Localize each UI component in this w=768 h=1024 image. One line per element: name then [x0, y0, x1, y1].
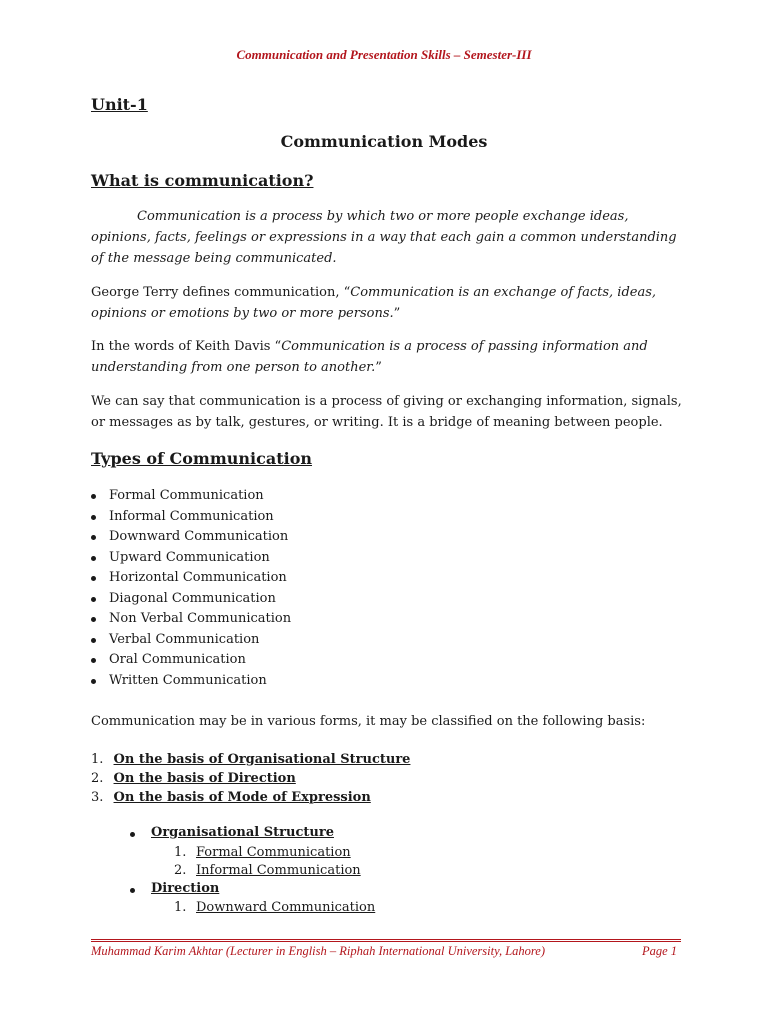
direction-item-label: Downward Communication [196, 900, 376, 915]
section-heading-types: Types of Communication [91, 449, 313, 468]
list-item [91, 750, 410, 769]
list-item: Oral Communication [91, 650, 291, 671]
keith-davis-paragraph [91, 336, 691, 378]
terry-prefix: George Terry defines communication, “ [91, 285, 351, 300]
page-title: Communication Modes [280, 132, 488, 151]
footer-divider [91, 939, 681, 940]
terry-suffix: ” [393, 306, 401, 321]
list-item [174, 863, 361, 878]
list-item: Downward Communication [91, 527, 291, 548]
direction-label: Direction [151, 881, 220, 896]
list-item: Diagonal Communication [91, 589, 291, 610]
list-item [174, 845, 351, 860]
direction-item [130, 881, 219, 896]
terry-quote: Communication is an exchange of facts, ideas, opinions or emotions by two or more persons. [91, 285, 657, 321]
org-item-label: Formal Communication [196, 845, 351, 860]
list-number: 2. [174, 863, 187, 878]
org-structure-item [130, 825, 334, 840]
davis-suffix: ” [375, 360, 382, 375]
bullet-icon [130, 888, 135, 893]
running-header: Communication and Presentation Skills – Semester-III [236, 47, 532, 62]
basis-list [91, 750, 410, 807]
george-terry-paragraph [91, 282, 691, 324]
list-number: 1. [174, 845, 187, 860]
basis-label: On the basis of Direction [113, 771, 296, 786]
list-item [91, 788, 410, 807]
summary-paragraph: We can say that communication is a process of giving or exchanging information, signals, or messages as by talk, gestures, or writing. It is a bridge of meaning between people. [91, 394, 682, 430]
footer-divider [91, 941, 681, 942]
list-item: Upward Communication [91, 548, 291, 569]
list-number: 2. [91, 771, 104, 786]
org-structure-label: Organisational Structure [151, 825, 334, 840]
forms-intro-paragraph: Communication may be in various forms, it may be classified on the following basis: [91, 714, 646, 729]
types-list [91, 486, 291, 691]
list-item: Written Communication [91, 671, 291, 692]
davis-prefix: In the words of Keith Davis “ [91, 339, 282, 354]
org-item-label: Informal Communication [196, 863, 361, 878]
list-number: 1. [91, 752, 104, 767]
list-item: Formal Communication [91, 486, 291, 507]
footer-author: Muhammad Karim Akhtar (Lecturer in English – Riphah International University, Lahore) [91, 944, 546, 958]
list-number: 1. [174, 900, 187, 915]
list-item: Informal Communication [91, 507, 291, 528]
basis-label: On the basis of Mode of Expression [113, 790, 371, 805]
basis-label: On the basis of Organisational Structure [113, 752, 411, 767]
list-number: 3. [91, 790, 104, 805]
davis-quote: Communication is a process of passing information and understanding from one person to another. [91, 339, 648, 375]
unit-label: Unit-1 [91, 95, 148, 114]
list-item: Verbal Communication [91, 630, 291, 651]
page-number: Page 1 [641, 944, 677, 958]
list-item: Non Verbal Communication [91, 609, 291, 630]
list-item: Horizontal Communication [91, 568, 291, 589]
list-item [174, 900, 375, 915]
definition-paragraph: Communication is a process by which two or more people exchange ideas, opinions, facts, feelings or expressions in a way that each gain a common understanding of the message being communicated. [91, 209, 677, 266]
bullet-icon [130, 832, 135, 837]
list-item [91, 769, 410, 788]
section-heading-what-is-communication: What is communication? [91, 171, 314, 190]
